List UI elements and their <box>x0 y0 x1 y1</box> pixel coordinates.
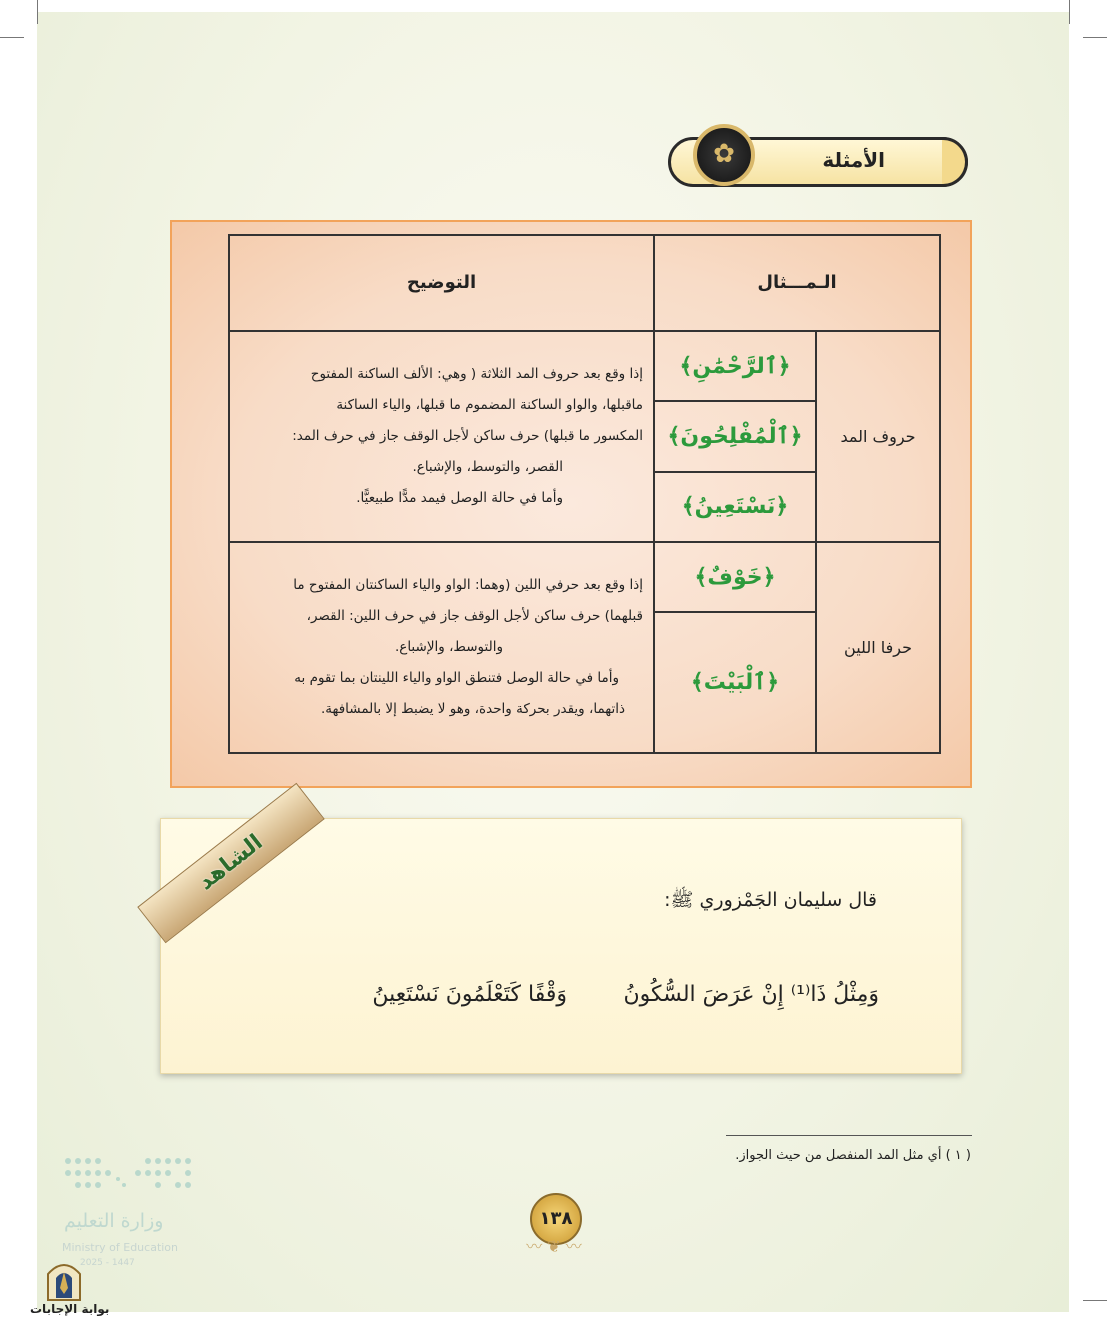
table-row <box>229 542 940 612</box>
portal-name: بوابة الإجابات <box>30 1302 110 1316</box>
explanation-line: ذاتهما، ويقدر بحركة واحدة، وهو لا يضبط إلا بالمشافهة. <box>320 700 625 717</box>
verse-left: وَقْفًا كَتَعْلَمُونَ نَسْتَعِينُ <box>372 982 567 1007</box>
explanation-line: المكسور ما قبلها) حرف ساكن لأجل الوقف جاز في حرف المد: <box>292 427 643 444</box>
ministry-year: 2025 - 1447 <box>80 1258 135 1268</box>
verse-right: وَمِثْلُ ذَا⁽¹⁾ إِنْ عَرَضَ السُّكُونُ <box>623 982 879 1007</box>
trim-mark <box>37 0 38 24</box>
explanation-line: القصر، والتوسط، والإشباع. <box>412 458 563 475</box>
explanation-madd <box>229 331 654 542</box>
ministry-name-ar: وزارة التعليم <box>64 1210 164 1232</box>
explanation-line: إذا وقع بعد حروف المد الثلاثة ( وهي: الألف الساكنة المفتوح <box>310 365 643 382</box>
example-word: ﴿ٱلْبَيْتَ﴾ <box>654 612 816 753</box>
trim-mark <box>1083 1300 1107 1301</box>
header-example: الـمـــثال <box>654 235 940 331</box>
section-title: الأمثلة <box>822 148 885 172</box>
explanation-line: ماقبلها، والواو الساكنة المضموم ما قبلها، والياء الساكنة <box>336 396 643 413</box>
footnote-rule <box>726 1135 972 1136</box>
example-word: ﴿ٱلرَّحْمَٰنِ﴾ <box>654 331 816 401</box>
trim-mark <box>0 37 24 38</box>
table-row <box>229 331 940 401</box>
explanation-line: والتوسط، والإشباع. <box>394 638 503 655</box>
section-heading-badge <box>668 137 968 187</box>
explanation-leen <box>229 542 654 753</box>
grape-medal-icon: ✿ <box>693 124 755 186</box>
category-leen: حرفا اللين <box>816 542 940 753</box>
ribbon-label: الشاهد <box>193 829 268 896</box>
example-word: ﴿ٱلْمُفْلِحُونَ﴾ <box>654 401 816 471</box>
explanation-line: وأما في حالة الوصل فيمد مدًّا طبيعيًّا. <box>356 489 563 506</box>
header-explanation: التوضيح <box>229 235 654 331</box>
ministry-dots-logo-icon <box>64 1155 196 1195</box>
examples-table <box>228 234 941 754</box>
explanation-line: وأما في حالة الوصل فتنطق الواو والياء اللينتان بما تقوم به <box>294 669 619 686</box>
explanation-line: قبلهما) حرف ساكن لأجل الوقف جاز في حرف اللين: القصر، <box>306 607 643 624</box>
witness-box <box>160 818 962 1074</box>
trim-mark <box>1069 0 1070 24</box>
example-word: ﴿نَسْتَعِينُ﴾ <box>654 472 816 542</box>
page-number: ١٣٨ <box>530 1193 582 1245</box>
ministry-name-en: Ministry of Education <box>62 1241 179 1254</box>
pen-nib-portal-icon <box>44 1258 84 1302</box>
table-header-row <box>229 235 940 331</box>
witness-intro: قال سليمان الجَمْزوري ﷺ: <box>664 889 877 911</box>
explanation-line: إذا وقع بعد حرفي اللين (وهما: الواو والياء الساكنتان المفتوح ما <box>293 576 643 593</box>
example-word: ﴿خَوْفٌ﴾ <box>654 542 816 612</box>
trim-mark <box>1083 37 1107 38</box>
footnote: ( ١ ) أي مثل المد المنفصل من حيث الجواز. <box>735 1148 971 1163</box>
flourish-ornament-icon: 〰 ❦ 〰 <box>526 1237 582 1256</box>
category-madd: حروف المد <box>816 331 940 542</box>
